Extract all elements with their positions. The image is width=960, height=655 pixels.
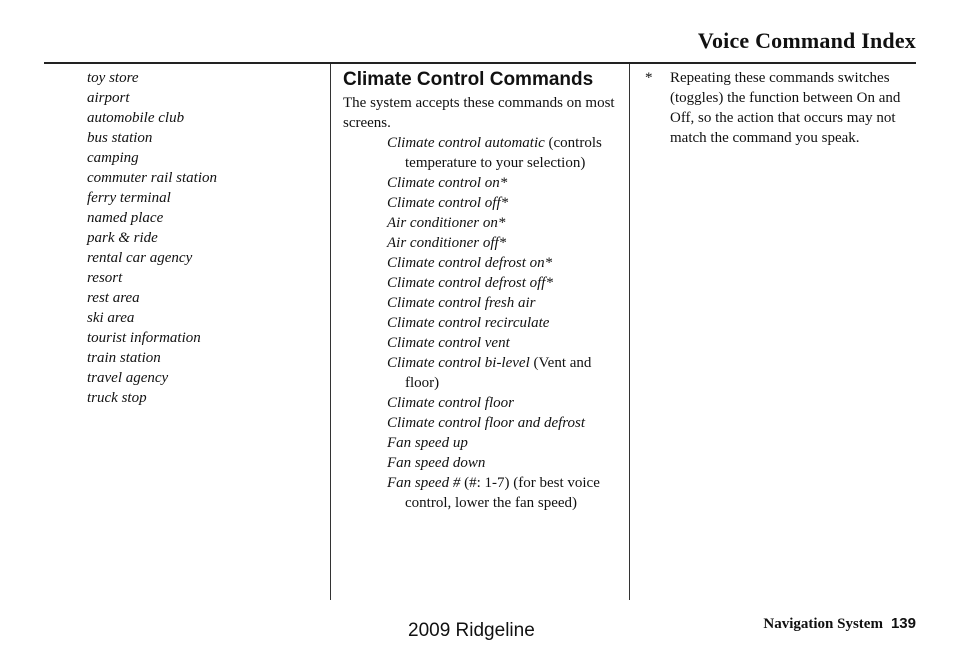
page-footer xyxy=(763,615,916,633)
command-item xyxy=(387,333,623,353)
command-item xyxy=(387,413,623,433)
command-item xyxy=(387,433,623,453)
command-item xyxy=(387,273,623,293)
command-phrase: Climate control on* xyxy=(387,175,508,191)
footnote-column xyxy=(645,68,920,148)
command-item xyxy=(387,473,623,513)
command-item xyxy=(387,213,623,233)
place-item: park & ride xyxy=(87,230,158,246)
place-list xyxy=(87,68,317,408)
place-item: travel agency xyxy=(87,370,169,386)
command-phrase: Climate control floor xyxy=(387,395,514,411)
place-item: commuter rail station xyxy=(87,170,217,186)
command-item xyxy=(387,193,623,213)
place-item: airport xyxy=(87,90,130,106)
command-phrase: Climate control off* xyxy=(387,195,509,211)
column-divider xyxy=(629,64,630,600)
command-phrase: Fan speed down xyxy=(387,455,486,471)
footnote-marker: * xyxy=(645,70,653,86)
command-phrase: Climate control defrost off* xyxy=(387,275,553,291)
command-item xyxy=(387,173,623,193)
place-item: train station xyxy=(87,350,161,366)
command-item xyxy=(387,393,623,413)
command-item xyxy=(387,253,623,273)
command-phrase: Air conditioner on* xyxy=(387,215,506,231)
command-phrase: Climate control bi-level xyxy=(387,355,530,371)
command-phrase: Climate control floor and defrost xyxy=(387,415,586,431)
place-item: resort xyxy=(87,270,123,286)
section-intro: The system accepts these commands on most screens. xyxy=(343,95,615,131)
command-item xyxy=(387,233,623,253)
footnote-text: Repeating these commands switches (toggles) the function between On and Off, so the action that occurs may not match the command you speak. xyxy=(670,70,901,146)
section-title: Climate Control Commands xyxy=(343,69,594,90)
command-item xyxy=(387,453,623,473)
place-item: rental car agency xyxy=(87,250,193,266)
footer-label: Navigation System xyxy=(763,616,883,632)
command-phrase: Climate control recirculate xyxy=(387,315,550,331)
place-item: toy store xyxy=(87,70,139,86)
place-item: ferry terminal xyxy=(87,190,171,206)
place-item: bus station xyxy=(87,130,153,146)
command-list xyxy=(343,133,623,513)
command-phrase: Climate control automatic xyxy=(387,135,545,151)
command-note: (#: 1-7) (for best voice control, lower the fan speed) xyxy=(405,475,600,511)
command-item xyxy=(387,293,623,313)
place-item: rest area xyxy=(87,290,140,306)
command-note: (controls temperature to your selection) xyxy=(405,135,602,171)
watermark: 2009 Ridgeline xyxy=(408,620,535,641)
command-item xyxy=(387,133,623,173)
place-item: named place xyxy=(87,210,164,226)
climate-section xyxy=(343,68,623,513)
command-item xyxy=(387,313,623,333)
command-phrase: Climate control defrost on* xyxy=(387,255,553,271)
command-phrase: Climate control vent xyxy=(387,335,510,351)
command-phrase: Fan speed # xyxy=(387,475,461,491)
place-item: truck stop xyxy=(87,390,147,406)
place-item: tourist information xyxy=(87,330,201,346)
place-item: ski area xyxy=(87,310,135,326)
command-item xyxy=(387,353,623,393)
footnote xyxy=(645,68,920,148)
command-phrase: Climate control fresh air xyxy=(387,295,536,311)
page-title: Voice Command Index xyxy=(697,28,916,53)
command-phrase: Fan speed up xyxy=(387,435,468,451)
command-phrase: Air conditioner off* xyxy=(387,235,507,251)
page-number: 139 xyxy=(890,615,916,632)
place-item: automobile club xyxy=(87,110,185,126)
command-note: (Vent and floor) xyxy=(405,355,592,391)
header-rule xyxy=(44,62,916,64)
place-item: camping xyxy=(87,150,139,166)
column-divider xyxy=(330,64,331,600)
